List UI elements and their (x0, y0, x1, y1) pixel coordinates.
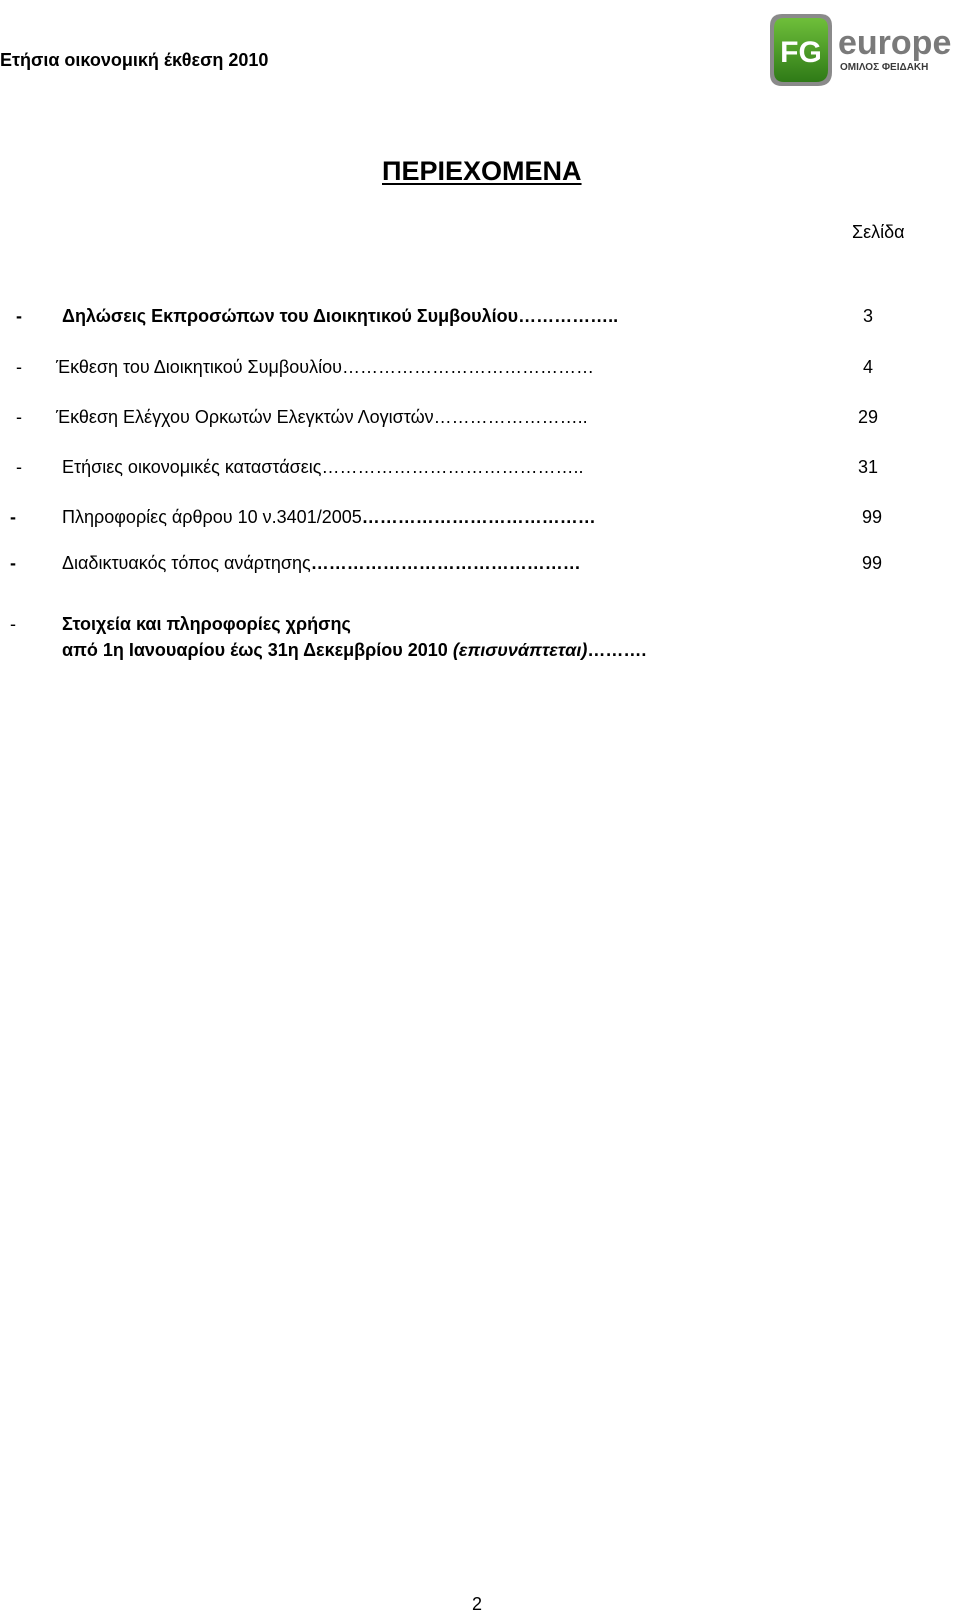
toc-dash: - (10, 614, 16, 634)
toc-item-page: 99 (861, 553, 883, 573)
toc-item[interactable] (0, 306, 960, 330)
fg-europe-logo (762, 8, 958, 94)
toc-item-page: 31 (857, 457, 879, 477)
toc-item-label: Έκθεση του Διοικητικού Συμβουλίου…………………………………… (56, 357, 594, 377)
toc-item[interactable] (0, 507, 960, 531)
toc-dash: - (16, 407, 22, 427)
logo-tagline: ΟΜΙΛΟΣ ΦΕΙΔΑΚΗ (840, 62, 929, 73)
page-column-label: Σελίδα (852, 222, 905, 242)
toc-item-label: Διαδικτυακός τόπος ανάρτησης……………………………………… (62, 553, 581, 573)
toc-item[interactable] (0, 553, 960, 577)
toc-dash: - (16, 357, 22, 377)
report-title: Ετήσια οικονομική έκθεση 2010 (0, 50, 269, 70)
toc-item-label-line1: Στοιχεία και πληροφορίες χρήσης (62, 614, 351, 634)
toc-item-label: Ετήσιες οικονομικές καταστάσεις…………………………………….. (62, 457, 584, 477)
toc-item-label: Δηλώσεις Εκπροσώπων του Διοικητικού Συμβουλίου…………….. (62, 306, 619, 326)
toc-item-page: 3 (862, 306, 873, 326)
toc-item[interactable] (0, 407, 960, 431)
toc-item-page: 4 (862, 357, 873, 377)
toc-dash: - (16, 306, 22, 326)
toc-title: ΠΕΡΙΕΧΟΜΕΝΑ (382, 156, 582, 186)
toc-item-label: Πληροφορίες άρθρου 10 ν.3401/2005………………………………… (62, 507, 596, 527)
logo-mark: FG (780, 36, 822, 69)
toc-item-label: Έκθεση Ελέγχου Ορκωτών Ελεγκτών Λογιστών…………………….. (56, 407, 588, 427)
toc-item-page: 29 (857, 407, 879, 427)
logo-word: europe (838, 24, 952, 62)
toc-dash: - (10, 507, 16, 527)
page-number: 2 (472, 1594, 483, 1614)
toc-item[interactable] (0, 357, 960, 381)
toc-item[interactable] (0, 457, 960, 481)
toc-dash: - (10, 553, 16, 573)
toc-item-page: 99 (861, 507, 883, 527)
toc-item-label-line2: από 1η Ιανουαρίου έως 31η Δεκεμβρίου 2010 (επισυνάπτεται)………. (62, 640, 647, 660)
toc-dash: - (16, 457, 22, 477)
